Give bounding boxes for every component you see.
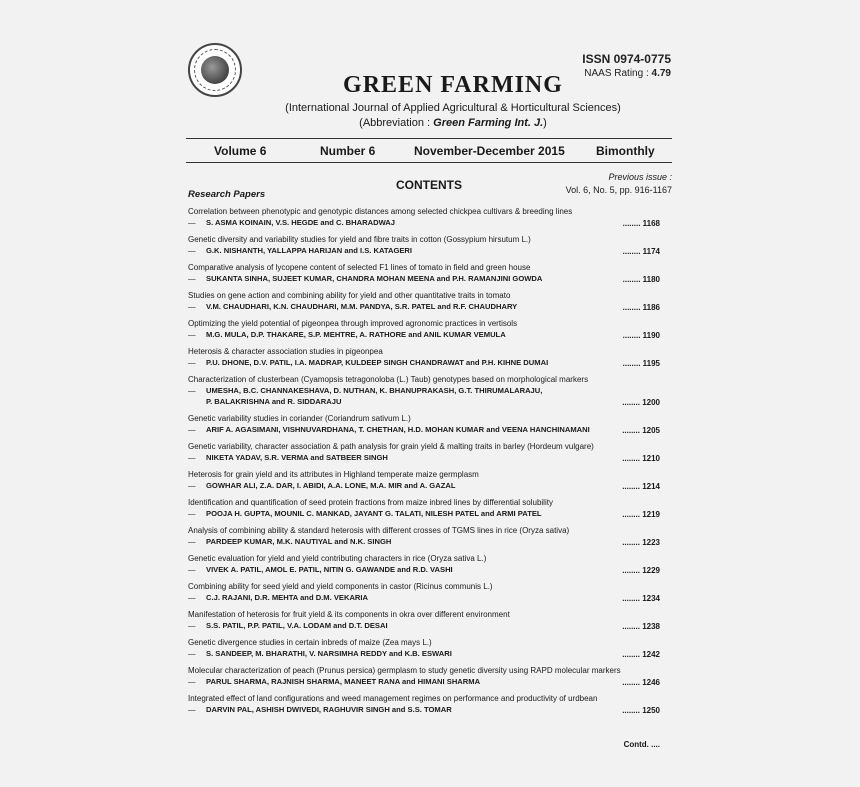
- page-number: ........ 1174: [622, 247, 660, 256]
- article-authors-cont: P. BALAKRISHNA and R. SIDDARAJU: [206, 397, 342, 406]
- authors-text: PARDEEP KUMAR, M.K. NAUTIYAL and N.K. SINGH: [206, 537, 392, 546]
- article-title: Analysis of combining ability & standard heterosis with different crosses of TGMS lines in rice (Oryza sativa): [188, 526, 570, 535]
- article-authors: [188, 245, 674, 256]
- contents-entry: [188, 318, 674, 340]
- authors-text: SUKANTA SINHA, SUJEET KUMAR, CHANDRA MOHAN MEENA and P.H. RAMANJINI GOWDA: [206, 274, 543, 283]
- authors-text: C.J. RAJANI, D.R. MEHTA and D.M. VEKARIA: [206, 593, 369, 602]
- contents-entry: [188, 497, 674, 519]
- contents-entry: [188, 469, 674, 491]
- page-number: ........ 1229: [622, 566, 660, 575]
- page-number: ........ 1242: [622, 650, 660, 659]
- page-number: ........ 1210: [622, 454, 660, 463]
- article-title: Genetic variability studies in coriander (Coriandrum sativum L.): [188, 414, 411, 423]
- article-title: Manifestation of heterosis for fruit yield & its components in okra over different environment: [188, 610, 510, 619]
- naas-label: NAAS Rating :: [584, 68, 649, 79]
- dash-icon: —: [188, 218, 196, 227]
- page-number: ........ 1190: [622, 331, 660, 340]
- dash-icon: —: [188, 481, 196, 490]
- page-number: ........ 1214: [622, 482, 660, 491]
- article-authors: [188, 329, 674, 340]
- issue-frequency: Bimonthly: [596, 144, 655, 158]
- authors-text: V.M. CHAUDHARI, K.N. CHAUDHARI, M.M. PANDYA, S.R. PATEL and R.F. CHAUDHARY: [206, 302, 518, 311]
- article-title: Combining ability for seed yield and yield components in castor (Ricinus communis L.): [188, 582, 493, 591]
- abbr-suffix: ): [543, 117, 547, 129]
- authors-text: S.S. PATIL, P.P. PATIL, V.A. LODAM and D.T. DESAI: [206, 621, 388, 630]
- dash-icon: —: [188, 246, 196, 255]
- article-title: Genetic evaluation for yield and yield contributing characters in rice (Oryza sativa L.): [188, 554, 487, 563]
- contents-list: [188, 206, 674, 721]
- dash-icon: —: [188, 425, 196, 434]
- dash-icon: —: [188, 649, 196, 658]
- authors-text: DARVIN PAL, ASHISH DWIVEDI, RAGHUVIR SINGH and S.S. TOMAR: [206, 705, 452, 714]
- page-number: ........ 1223: [622, 538, 660, 547]
- article-authors: [188, 273, 674, 284]
- page-number: ........ 1219: [622, 510, 660, 519]
- article-title: Integrated effect of land configurations and weed management regimes on performance and productivity of urdbean: [188, 694, 598, 703]
- dash-icon: —: [188, 302, 196, 311]
- authors-text: M.G. MULA, D.P. THAKARE, S.P. MEHTRE, A. RATHORE and ANIL KUMAR VEMULA: [206, 330, 506, 339]
- dash-icon: —: [188, 274, 196, 283]
- journal-cover-page: [178, 30, 688, 760]
- article-title: Molecular characterization of peach (Prunus persica) germplasm to study genetic diversity using RAPD molecular markers: [188, 666, 621, 675]
- authors-text: GOWHAR ALI, Z.A. DAR, I. ABIDI, A.A. LONE, M.A. MIR and A. GAZAL: [206, 481, 456, 490]
- article-title: Genetic variability, character association & path analysis for grain yield & malting traits in barley (Hordeum vulgare): [188, 442, 594, 451]
- dash-icon: —: [188, 593, 196, 602]
- article-title: Heterosis for grain yield and its attributes in Highland temperate maize germplasm: [188, 470, 479, 479]
- authors-text: G.K. NISHANTH, YALLAPPA HARIJAN and I.S. KATAGERI: [206, 246, 413, 255]
- article-authors: [188, 480, 674, 491]
- page-number: ........ 1200: [622, 398, 660, 407]
- contents-entry: [188, 665, 674, 687]
- authors-text: POOJA H. GUPTA, MOUNIL C. MANKAD, JAYANT G. TALATI, NILESH PATEL and ARMI PATEL: [206, 509, 542, 518]
- authors-text: NIKETA YADAV, S.R. VERMA and SATBEER SINGH: [206, 453, 388, 462]
- contents-entry: [188, 262, 674, 284]
- dash-icon: —: [188, 453, 196, 462]
- issn-number: ISSN 0974-0775: [582, 52, 671, 66]
- page-number: ........ 1168: [622, 219, 660, 228]
- article-authors: [188, 592, 674, 603]
- article-authors: [188, 385, 674, 396]
- authors-text: UMESHA, B.C. CHANNAKESHAVA, D. NUTHAN, K. BHANUPRAKASH, G.T. THIRUMALARAJU,: [206, 386, 543, 395]
- page-number: ........ 1234: [622, 594, 660, 603]
- contents-entry: [188, 637, 674, 659]
- authors-text: VIVEK A. PATIL, AMOL E. PATIL, NITIN G. GAWANDE and R.D. VASHI: [206, 565, 453, 574]
- dash-icon: —: [188, 705, 196, 714]
- page-number: ........ 1195: [622, 359, 660, 368]
- article-authors: [188, 620, 674, 631]
- authors-text: PARUL SHARMA, RAJNISH SHARMA, MANEET RANA and HIMANI SHARMA: [206, 677, 481, 686]
- page-number: ........ 1186: [622, 303, 660, 312]
- journal-subtitle: (International Journal of Applied Agricultural & Horticultural Sciences): [285, 102, 621, 114]
- article-title: Genetic diversity and variability studies for yield and fibre traits in cotton (Gossypium hirsutum L.): [188, 235, 531, 244]
- dash-icon: —: [188, 677, 196, 686]
- article-authors: [188, 424, 674, 435]
- contents-entry: [188, 441, 674, 463]
- contents-entry: [188, 693, 674, 715]
- contents-entry: [188, 206, 674, 228]
- article-title: Optimizing the yield potential of pigeonpea through improved agronomic practices in vertisols: [188, 319, 518, 328]
- dash-icon: —: [188, 358, 196, 367]
- page-number: ........ 1180: [622, 275, 660, 284]
- article-title: Studies on gene action and combining ability for yield and other quantitative traits in tomato: [188, 291, 511, 300]
- page-number: ........ 1205: [622, 426, 660, 435]
- abbr-prefix: (Abbreviation :: [359, 117, 434, 129]
- authors-text: S. SANDEEP, M. BHARATHI, V. NARSIMHA REDDY and K.B. ESWARI: [206, 649, 452, 658]
- page-number: ........ 1246: [622, 678, 660, 687]
- contents-entry: [188, 374, 674, 407]
- journal-title: GREEN FARMING: [343, 72, 563, 98]
- authors-text: S. ASMA KOINAIN, V.S. HEGDE and C. BHARADWAJ: [206, 218, 396, 227]
- dash-icon: —: [188, 330, 196, 339]
- bottom-rule: [186, 162, 672, 163]
- contents-entry: [188, 346, 674, 368]
- article-title: Characterization of clusterbean (Cyamopsis tetragonoloba (L.) Taub) genotypes based on morphological markers: [188, 375, 589, 384]
- authors-text: P.U. DHONE, D.V. PATIL, I.A. MADRAP, KULDEEP SINGH CHANDRAWAT and P.H. KIHNE DUMAI: [206, 358, 549, 367]
- page-number: ........ 1238: [622, 622, 660, 631]
- article-authors: [188, 508, 674, 519]
- article-authors: [188, 676, 674, 687]
- article-title: Correlation between phenotypic and genotypic distances among selected chickpea cultivars & breeding lines: [188, 207, 573, 216]
- article-authors: [188, 536, 674, 547]
- authors-text: ARIF A. AGASIMANI, VISHNUVARDHANA, T. CHETHAN, H.D. MOHAN KUMAR and VEENA HANCHINAMANI: [206, 425, 590, 434]
- article-authors: [188, 452, 674, 463]
- issue-period: November-December 2015: [414, 144, 565, 158]
- volume-label: Volume 6: [214, 144, 267, 158]
- top-rule: [186, 138, 672, 139]
- article-title: Comparative analysis of lycopene content of selected F1 lines of tomato in field and green house: [188, 263, 531, 272]
- naas-value: 4.79: [651, 68, 671, 79]
- previous-issue-label: Previous issue :: [608, 172, 672, 182]
- journal-abbreviation: [178, 117, 728, 129]
- article-authors: [188, 704, 674, 715]
- dash-icon: —: [188, 565, 196, 574]
- abbr-value: Green Farming Int. J.: [433, 117, 544, 129]
- article-authors: [188, 217, 674, 228]
- article-title: Genetic divergence studies in certain inbreds of maize (Zea mays L.): [188, 638, 432, 647]
- article-authors: [188, 301, 674, 312]
- section-heading: Research Papers: [188, 189, 266, 200]
- contents-entry: [188, 609, 674, 631]
- contents-entry: [188, 525, 674, 547]
- article-authors: [188, 648, 674, 659]
- contents-entry: [188, 553, 674, 575]
- previous-issue-value: Vol. 6, No. 5, pp. 916-1167: [565, 185, 672, 195]
- number-label: Number 6: [320, 144, 376, 158]
- dash-icon: —: [188, 621, 196, 630]
- continued-note: Contd. ....: [623, 740, 660, 749]
- contents-entry: [188, 581, 674, 603]
- contents-entry: [188, 413, 674, 435]
- article-authors: [188, 564, 674, 575]
- contents-heading: CONTENTS: [396, 178, 462, 192]
- contents-entry: [188, 234, 674, 256]
- article-title: Heterosis & character association studies in pigeonpea: [188, 347, 383, 356]
- page-number: ........ 1250: [622, 706, 660, 715]
- dash-icon: —: [188, 386, 196, 395]
- article-authors: [188, 357, 674, 368]
- dash-icon: —: [188, 537, 196, 546]
- contents-entry: [188, 290, 674, 312]
- article-title: Identification and quantification of seed protein fractions from maize inbred lines by differential solubility: [188, 498, 553, 507]
- dash-icon: —: [188, 509, 196, 518]
